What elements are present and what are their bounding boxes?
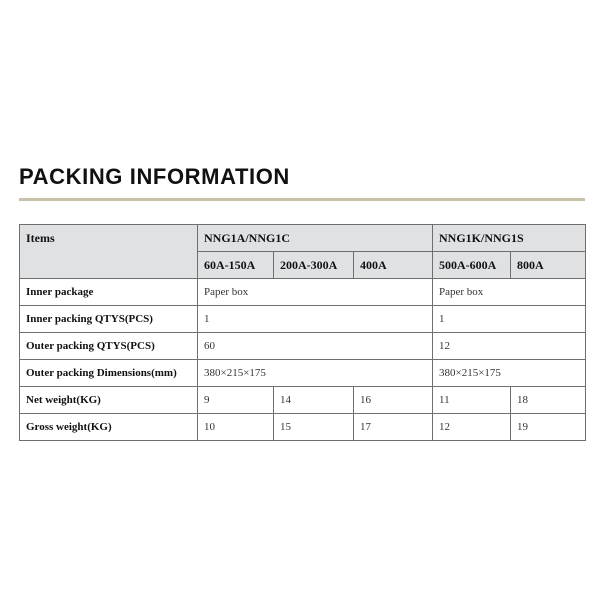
- cell-value: 17: [354, 414, 433, 441]
- cell-value: Paper box: [198, 279, 433, 306]
- title-divider: [19, 198, 585, 201]
- cell-value: 16: [354, 387, 433, 414]
- row-label: Net weight(KG): [20, 387, 198, 414]
- range-header: 60A-150A: [198, 252, 274, 279]
- range-header: 200A-300A: [274, 252, 354, 279]
- cell-value: 60: [198, 333, 433, 360]
- cell-value: 19: [511, 414, 586, 441]
- cell-value: 1: [198, 306, 433, 333]
- cell-value: 380×215×175: [198, 360, 433, 387]
- table-row: [20, 333, 586, 360]
- cell-value: Paper box: [433, 279, 586, 306]
- table-row: [20, 306, 586, 333]
- packing-table: [19, 224, 586, 441]
- row-label: Inner package: [20, 279, 198, 306]
- cell-value: 11: [433, 387, 511, 414]
- row-label: Gross weight(KG): [20, 414, 198, 441]
- row-label: Inner packing QTYS(PCS): [20, 306, 198, 333]
- group-header-nng1k-nng1s: NNG1K/NNG1S: [433, 225, 586, 252]
- row-label: Outer packing QTYS(PCS): [20, 333, 198, 360]
- cell-value: 10: [198, 414, 274, 441]
- cell-value: 15: [274, 414, 354, 441]
- range-header: 400A: [354, 252, 433, 279]
- group-header-nng1a-nng1c: NNG1A/NNG1C: [198, 225, 433, 252]
- cell-value: 12: [433, 414, 511, 441]
- table-row: [20, 387, 586, 414]
- cell-value: 9: [198, 387, 274, 414]
- table-row: [20, 279, 586, 306]
- cell-value: 14: [274, 387, 354, 414]
- cell-value: 380×215×175: [433, 360, 586, 387]
- cell-value: 18: [511, 387, 586, 414]
- range-header: 800A: [511, 252, 586, 279]
- cell-value: 1: [433, 306, 586, 333]
- range-header: 500A-600A: [433, 252, 511, 279]
- row-label: Outer packing Dimensions(mm): [20, 360, 198, 387]
- page-title: PACKING INFORMATION: [19, 164, 290, 189]
- table-row: [20, 360, 586, 387]
- table-row: [20, 414, 586, 441]
- header-row-groups: [20, 225, 586, 252]
- cell-value: 12: [433, 333, 586, 360]
- items-header: Items: [20, 225, 198, 279]
